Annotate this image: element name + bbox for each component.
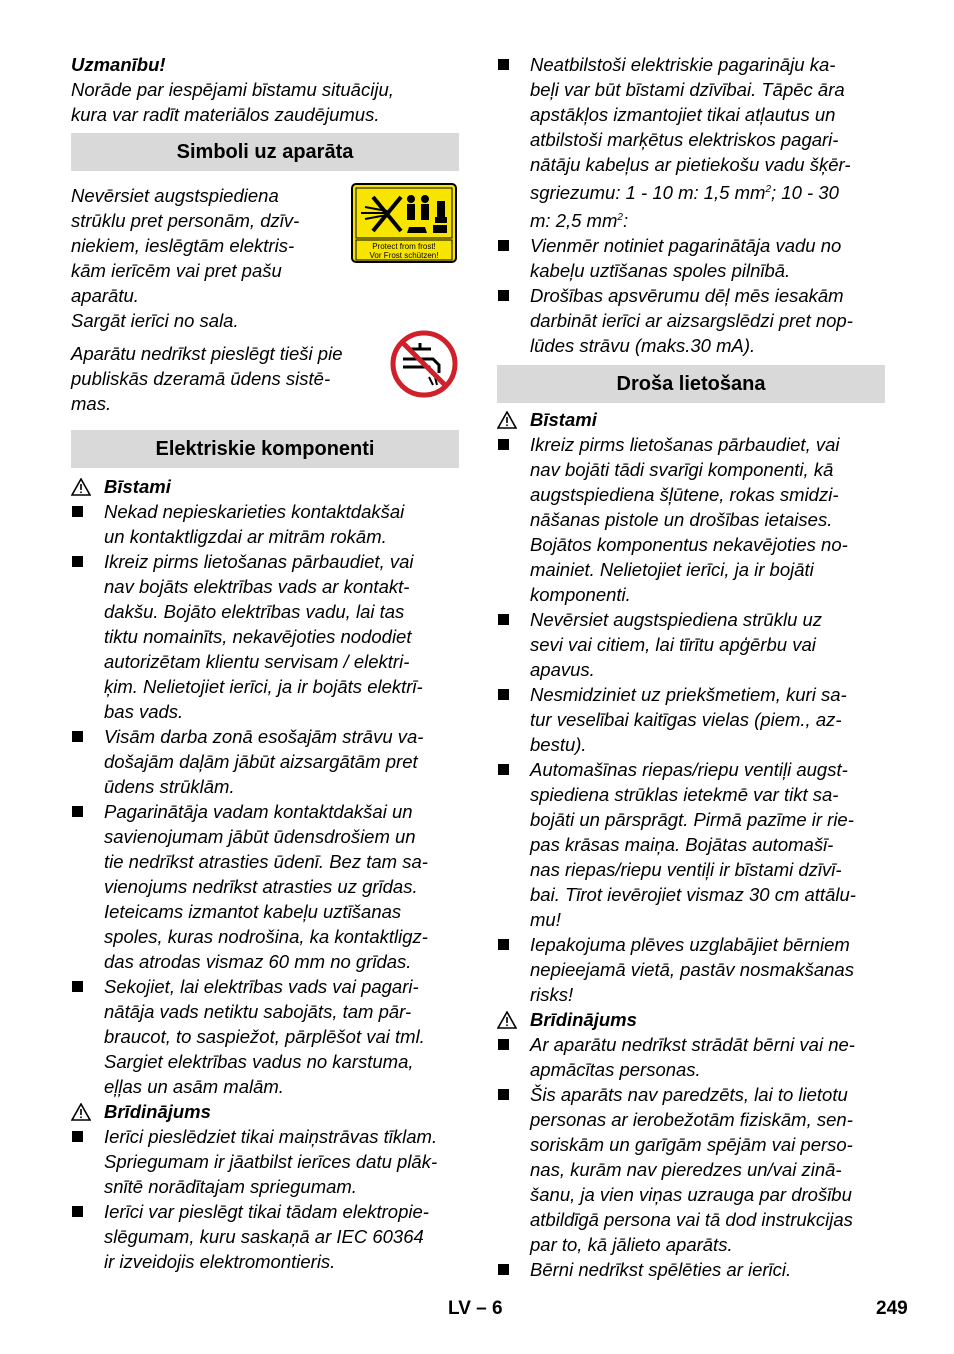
list-item: Automašīnas riepas/riepu ventiļi augst- spiediena strūklas ietekmē var tikt sa- bojāti un pārsprāgt. Pirmā pazīme ir rie- pas krāsas maiņa. Bojātas automašī- nas riepas/riepu ventiļi ir bīstami dzīvī- bai. Tīrot ievērojiet vismaz 30 cm attālu- mu! [497,757,885,932]
list-item: Visām darba zonā esošajām strāvu va- došajām daļām jābūt aizsargātām pret ūdens strūklām. [71,724,459,799]
caution-title: Uzmanību! [71,54,166,75]
footer-language-page: LV – 6 [448,1298,503,1319]
warning-triangle-icon [497,411,530,429]
right-column [497,52,885,1282]
symbol1-line: niekiem, ieslēgtām elektris- [71,235,295,256]
section-heading-safe-use: Droša lietošana [497,365,885,403]
section-heading-symbols: Simboli uz aparāta [71,133,459,171]
symbol1-line: aparātu. [71,285,139,306]
no-drinking-water-connection-icon [389,329,459,404]
warning-triangle-icon [71,478,104,496]
warning-triangle-icon [71,1103,104,1121]
list-item: Vienmēr notiniet pagarinātāja vadu no kabeļu uztīšanas spoles pilnībā. [497,233,885,283]
danger-list-right [497,432,885,1007]
caution-text-1: Norāde par iespējami bīstamu situāciju, [71,79,394,100]
warning-triangle-icon [497,1011,530,1029]
list-item: Ar aparātu nedrīkst strādāt bērni vai ne- apmācītas personas. [497,1032,885,1082]
symbol1-line: Nevērsiet augstspiediena [71,185,279,206]
footer-page-number: 249 [876,1298,908,1319]
list-item: Ierīci pieslēdziet tikai maiņstrāvas tīklam. Spriegumam ir jāatbilst ierīces datu plāk- snītē norādītajam spriegumam. [71,1124,459,1199]
extension-cable-list [497,52,885,358]
frost-label-de: Vor Frost schützen! [369,251,439,260]
list-item: Nekad nepieskarieties kontaktdakšai un kontaktligzdai ar mitrām rokām. [71,499,459,549]
danger-label-right: Bīstami [497,407,885,432]
danger-list-left [71,499,459,1099]
warning-label-left: Brīdinājums [71,1099,459,1124]
symbol-block-1 [71,183,459,333]
section-heading-electric: Elektriskie komponenti [71,430,459,468]
symbol1-frost: Sargāt ierīci no sala. [71,310,239,331]
list-item: Pagarinātāja vadam kontaktdakšai un savienojumam jābūt ūdensdrošiem un tie nedrīkst atrasties ūdenī. Bez tam sa- vienojums nedrīkst atrasties uz grīdas. Ieteicams izmantot kabeļu uztīšanas spoles, kuras nodrošina, ka kontaktligz- das atrodas vismaz 60 mm no grīdas. [71,799,459,974]
symbol1-line: kām ierīcēm vai pret pašu [71,260,282,281]
list-item: Ierīci var pieslēgt tikai tādam elektropie- slēgumam, kuru saskaņā ar IEC 60364 ir izveidojis elektromontieris. [71,1199,459,1274]
frost-label-en: Protect from frost! [372,242,436,251]
danger-label-left: Bīstami [71,474,459,499]
list-item: Bērni nedrīkst spēlēties ar ierīci. [497,1257,885,1282]
symbol1-line: strūklu pret personām, dzīv- [71,210,300,231]
warning-list-right [497,1032,885,1282]
list-item: Ikreiz pirms lietošanas pārbaudiet, vai nav bojāts elektrības vads ar kontakt- dakšu. Bojāto elektrības vadu, lai tas tiktu nomainīts, nekavējoties nododiet autorizētam klientu servisam / elektri- ķim. Nelietojiet ierīci, ja ir bojāts elektrī- bas vads. [71,549,459,724]
left-column [71,52,459,1274]
list-item: Ikreiz pirms lietošanas pārbaudiet, vai nav bojāti tādi svarīgi komponenti, kā augstspiediena šļūtene, rokas smidzi- nāšanas pistole un drošības ietaises. Bojātos komponentus nekavējoties no- mainiet. Nelietojiet ierīci, ja ir bojāti komponenti. [497,432,885,607]
symbol2-line: Aparātu nedrīkst pieslēgt tieši pie [71,343,343,364]
list-item: Nesmidziniet uz priekšmetiem, kuri sa- tur veselībai kaitīgas vielas (piem., az- bestu). [497,682,885,757]
list-item: Sekojiet, lai elektrības vads vai pagari- nātāja vads netiktu sabojāts, tam pār- braucot, to saspiežot, pārplēšot vai tml. Sargiet elektrības vadus no karstuma, eļļas un asām malām. [71,974,459,1099]
list-item: Neatbilstoši elektriskie pagarināju ka- beļi var būt bīstami dzīvībai. Tāpēc āra apstākļos izmantojiet tikai atļautus un atbilstoši marķētus elektriskos pagari- nātāju kabeļus ar pietiekošu vadu šķēr- sgriezumu: 1 - 10 m: 1,5 $mm^2$; 10 - 30 m: 2,5 $mm^2$: [497,52,885,233]
warning-sticker-icon [351,183,457,263]
list-item: Nevērsiet augstspiediena strūklu uz sevi vai citiem, lai tīrītu apģērbu vai apavus. [497,607,885,682]
symbol-block-2 [71,341,459,421]
list-item: Iepakojuma plēves uzglabājiet bērniem nepieejamā vietā, pastāv nosmakšanas risks! [497,932,885,1007]
symbol2-line: publiskās dzeramā ūdens sistē- [71,368,331,389]
caution-text-2: kura var radīt materiālos zaudējumus. [71,104,380,125]
list-item: Šis aparāts nav paredzēts, lai to lietotu personas ar ierobežotām fiziskām, sen- soriskām un garīgām spējām vai perso- nas, kurām nav pieredzes un/vai zinā- šanu, ja vien viņas uzrauga par drošību atbildīgā persona vai tā dod instrukcijas par to, kā jālieto aparāts. [497,1082,885,1257]
list-item: Drošības apsvērumu dēļ mēs iesakām darbināt ierīci ar aizsargslēdzi pret nop- lūdes strāvu (maks.30 mA). [497,283,885,358]
warning-label-right: Brīdinājums [497,1007,885,1032]
warning-list-left [71,1124,459,1274]
symbol2-line: mas. [71,393,112,414]
